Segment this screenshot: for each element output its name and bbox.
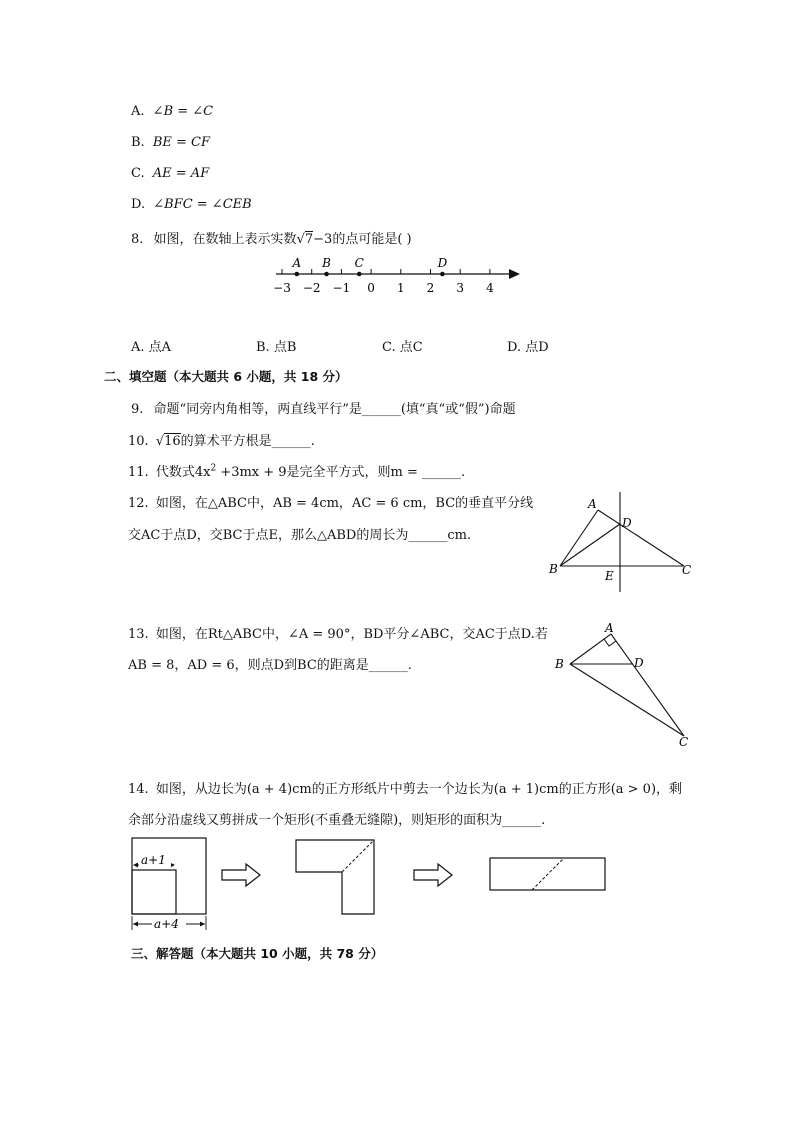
label-e: E [605, 569, 614, 583]
q13-line1 [128, 623, 548, 642]
q8-stem-mid: −3 [313, 232, 333, 247]
number-line-arrow [509, 269, 520, 279]
q7-option-d [131, 197, 252, 212]
label-c: C [679, 735, 689, 749]
point-a [295, 272, 300, 277]
point-b [324, 272, 329, 277]
label-a-plus-4: a+4 [154, 917, 179, 931]
label-a-plus-1: a+1 [141, 853, 166, 867]
q14-line1 [128, 778, 682, 797]
q14-line2: 余部分沿虚线又剪拼成一个矩形(不重叠无缝隙)，则矩形的面积为______. [128, 813, 546, 828]
number-line-points [292, 256, 448, 276]
q10 [128, 430, 315, 449]
option-letter: C. [131, 166, 145, 181]
axis-tick-label: 4 [486, 281, 494, 295]
q8-option-d: D. 点D [507, 340, 549, 355]
question-number: 9. [131, 402, 144, 417]
small-dim-arrow-left [133, 863, 138, 868]
rectangle-cut-line [532, 858, 564, 890]
question-number: 12. [128, 496, 149, 511]
axis-tick-label: 0 [367, 281, 375, 295]
q11 [128, 461, 465, 480]
segment-ac [611, 634, 684, 736]
q12-line2: 交AC于点D，交BC于点E，那么△ABD的周长为______cm. [128, 528, 472, 543]
q13-figure [548, 618, 698, 750]
big-dim-arrow-right [200, 922, 205, 927]
q10-radicand: 16 [164, 434, 181, 449]
point-label-b: B [322, 256, 331, 270]
option-letter: B. [131, 135, 145, 150]
section-3-title: 三、解答题（本大题共 10 小题，共 78 分） [131, 946, 384, 961]
number-line [268, 250, 528, 298]
q13-text-line1: 如图，在Rt△ABC中，∠A = 90°，BD平分∠ABC，交AC于点D.若 [155, 627, 548, 642]
transform-arrow-1 [222, 864, 260, 886]
label-d: D [622, 516, 632, 530]
q8-stem [131, 228, 412, 247]
option-text: BE = CF [152, 135, 210, 150]
option-text: ∠BFC = ∠CEB [153, 197, 252, 212]
axis-tick-label: 2 [426, 281, 435, 295]
right-angle-mark [604, 639, 616, 646]
q14-figure [124, 832, 614, 936]
q11-text-pre: 代数式4x [155, 465, 211, 480]
segment-bc [570, 664, 684, 736]
question-number: 8. [131, 232, 144, 247]
q13-line2: AB = 8，AD = 6，则点D到BC的距离是______. [128, 658, 412, 673]
point-c [357, 272, 362, 277]
point-d [440, 272, 445, 277]
inner-square [132, 870, 176, 914]
label-c: C [682, 563, 692, 577]
axis-tick-label: −1 [332, 281, 351, 295]
question-number: 11. [128, 465, 149, 480]
segment-ac [598, 510, 684, 566]
segment-ab [570, 634, 611, 664]
q11-text-post: +3mx + 9是完全平方式，则m = ______. [216, 465, 466, 480]
l-shape [296, 840, 374, 914]
segment-bd [560, 524, 620, 566]
q14-text-line1: 如图，从边长为(a + 4)cm的正方形纸片中剪去一个边长为(a + 1)cm的正方形(a > 0)，剩 [155, 782, 683, 797]
q8-option-c: C. 点C [382, 340, 423, 355]
label-b: B [555, 657, 564, 671]
point-label-d: D [437, 256, 448, 270]
option-letter: A. [131, 104, 145, 119]
label-a: A [605, 621, 614, 635]
label-d: D [634, 656, 644, 670]
q10-text: 的算术平方根是______. [180, 434, 315, 449]
q12-figure [540, 488, 710, 598]
q9-text: 命题“同旁内角相等，两直线平行”是______(填“真“或“假”)命题 [153, 402, 516, 417]
q8-stem-post: 的点可能是( ) [332, 232, 412, 247]
label-b: B [549, 562, 558, 576]
q7-option-b [131, 135, 210, 150]
question-number: 13. [128, 627, 149, 642]
point-label-a: A [292, 256, 302, 270]
q11-exponent: 2 [210, 463, 217, 474]
q8-stem-pre: 如图，在数轴上表示实数 [153, 232, 297, 247]
question-number: 10. [128, 434, 149, 449]
segment-ab [560, 510, 598, 566]
label-a: A [588, 497, 597, 511]
sqrt-sign: √ [296, 232, 305, 247]
option-text: ∠B = ∠C [152, 104, 214, 119]
q8-option-a: A. 点A [131, 340, 172, 355]
q12-line1 [128, 492, 533, 511]
option-letter: D. [131, 197, 146, 212]
section-2-title: 二、填空题（本大题共 6 小题，共 18 分） [104, 369, 348, 384]
axis-tick-label: 3 [456, 281, 465, 295]
axis-tick-label: 1 [396, 281, 405, 295]
axis-tick-label: −3 [273, 281, 291, 295]
q7-option-c [131, 166, 209, 181]
axis-tick-label: −2 [302, 281, 321, 295]
big-dim-arrow-left [133, 922, 138, 927]
outer-square [132, 838, 206, 914]
q12-text-line1: 如图，在△ABC中，AB = 4cm，AC = 6 cm，BC的垂直平分线 [155, 496, 534, 511]
question-number: 14. [128, 782, 149, 797]
q8-radicand: 7 [304, 232, 314, 247]
sqrt-sign: √ [155, 434, 165, 449]
q8-option-b: B. 点B [256, 340, 297, 355]
q7-option-a [131, 104, 213, 119]
q9 [131, 398, 516, 417]
transform-arrow-2 [414, 864, 452, 886]
number-line-ticks [273, 269, 494, 295]
l-shape-cut-line [342, 840, 374, 872]
point-label-c: C [354, 256, 364, 270]
option-text: AE = AF [152, 166, 210, 181]
